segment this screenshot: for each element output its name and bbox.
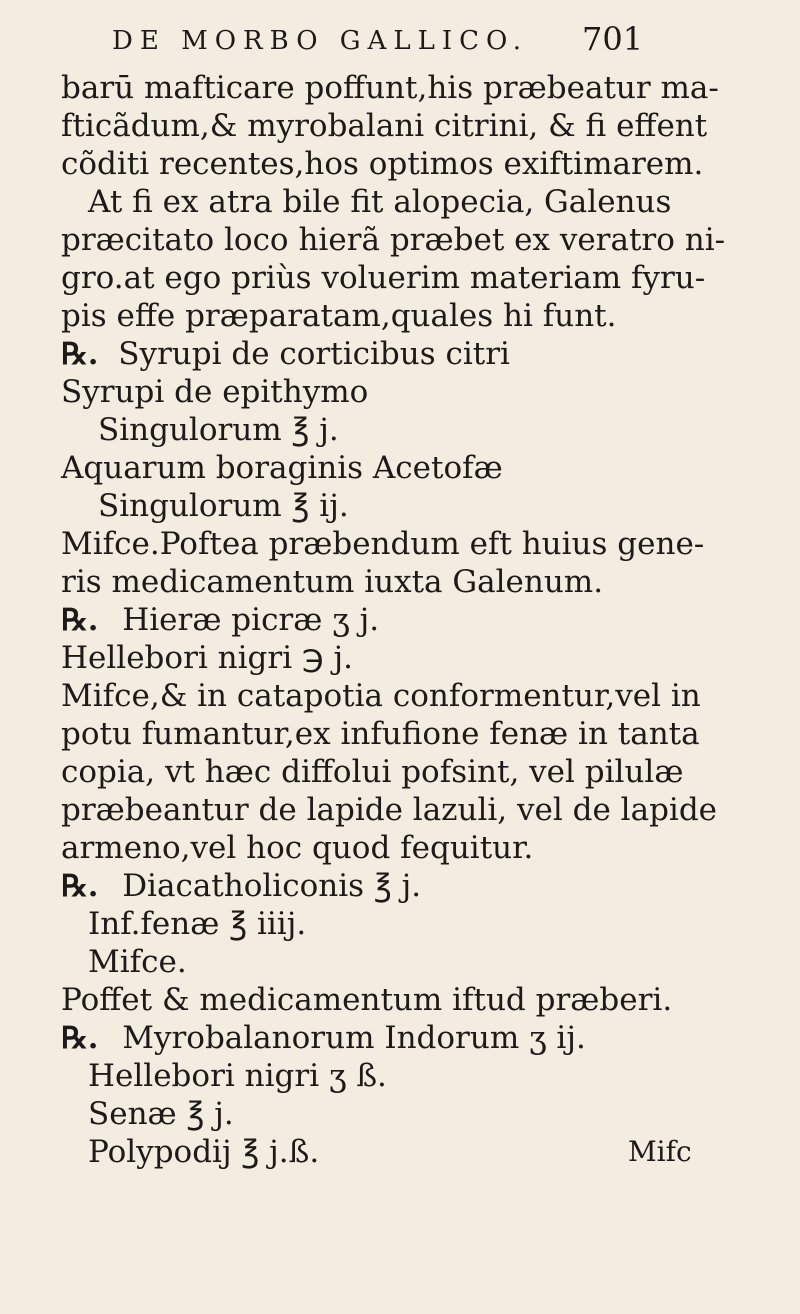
ingredient: Syrupi de corticibus citri (118, 336, 510, 372)
text-line: armeno,vel hoc quod fequitur. (61, 830, 534, 866)
text-line: Hellebori nigri ʒ ß. (88, 1058, 387, 1094)
recipe-line (61, 866, 421, 907)
text-line: Mifce. (88, 944, 187, 980)
text-line: cõditi recentes,hos optimos exiftimarem. (61, 146, 704, 182)
text-line: barū mafticare poffunt,his præbeatur ma- (61, 70, 719, 106)
text-line: Inf.fenæ ℥ iiij. (88, 906, 307, 942)
text-line: Mifce.Poftea præbendum eft huius gene- (61, 526, 705, 562)
running-title: DE MORBO GALLICO. (112, 26, 529, 56)
recipe-line (61, 600, 379, 641)
text-line: Aquarum boraginis Acetofæ (61, 450, 503, 486)
catchword: Mifc (628, 1135, 692, 1168)
text-line: Mifce,& in catapotia conformentur,vel in (61, 678, 701, 714)
text-line: potu fumantur,ex infufione fenæ in tanta (61, 716, 700, 752)
recipe-symbol: ℞. (61, 337, 99, 372)
running-head (0, 20, 800, 70)
text-line: gro.at ego priùs voluerim materiam fyru- (61, 260, 706, 296)
recipe-symbol: ℞. (61, 869, 99, 904)
ingredient: Diacatholiconis ℥ j. (122, 868, 422, 904)
text-line: præbeantur de lapide lazuli, vel de lapide (61, 792, 718, 828)
page-number: 701 (582, 20, 644, 58)
text-line: Senæ ℥ j. (88, 1096, 234, 1132)
text-line: At fi ex atra bile fit alopecia, Galenus (88, 184, 672, 220)
text-line: Singulorum ℥ ij. (98, 488, 349, 524)
text-line: fticãdum,& myrobalani citrini, & fi effent (61, 108, 708, 144)
ingredient: Myrobalanorum Indorum ʒ ij. (122, 1020, 586, 1056)
recipe-symbol: ℞. (61, 603, 99, 638)
text-line: præcitato loco hierã præbet ex veratro ni- (61, 222, 726, 258)
text-line: pis effe præparatam,quales hi funt. (61, 298, 617, 334)
text-line: Polypodij ℥ j.ß. (88, 1134, 320, 1170)
ingredient: Hieræ picræ ʒ j. (122, 602, 380, 638)
text-line: copia, vt hæc diffolui pofsint, vel pilulæ (61, 754, 684, 790)
recipe-line (61, 334, 510, 375)
text-line: Hellebori nigri ℈ j. (61, 640, 353, 676)
text-line: ris medicamentum iuxta Galenum. (61, 564, 604, 600)
text-line: Poffet & medicamentum iftud præberi. (61, 982, 673, 1018)
text-line: Singulorum ℥ j. (98, 412, 339, 448)
recipe-symbol: ℞. (61, 1021, 99, 1056)
recipe-line (61, 1018, 586, 1059)
text-line: Syrupi de epithymo (61, 374, 369, 410)
